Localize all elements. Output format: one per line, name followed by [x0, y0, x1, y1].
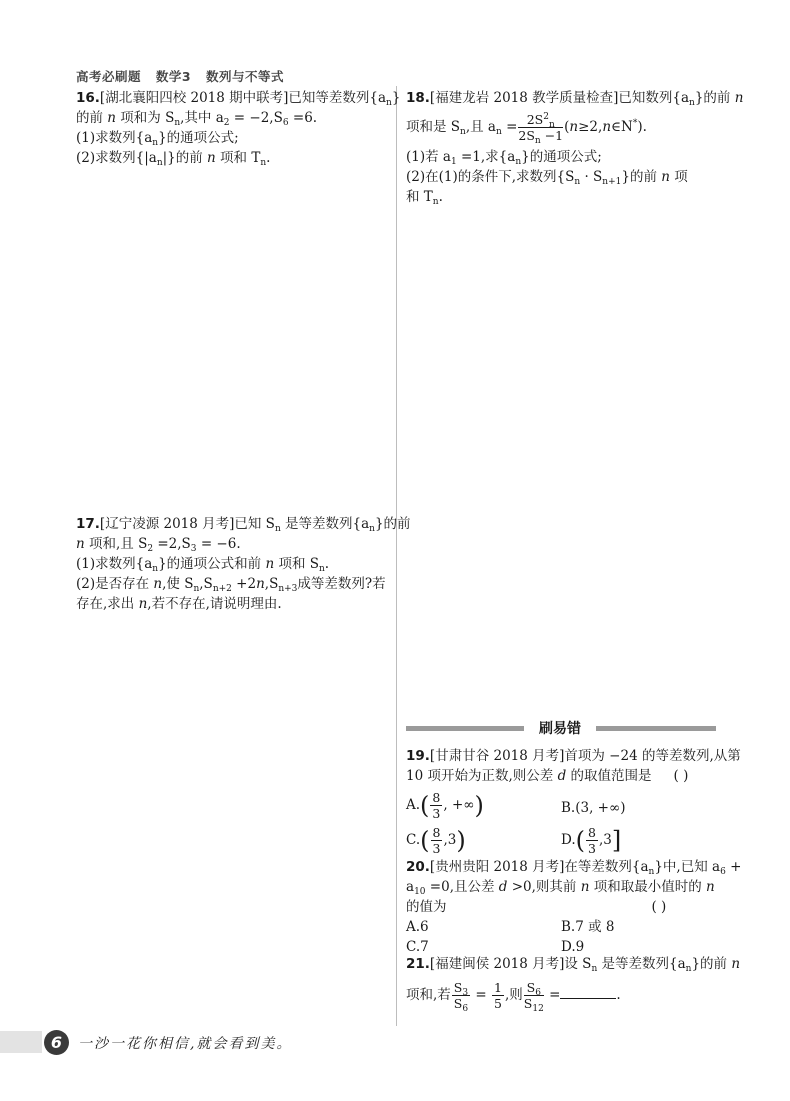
variable: n: [734, 90, 744, 106]
subscript: 2: [147, 544, 154, 554]
question-text: =2,S: [153, 536, 191, 552]
question-text: }的前: [374, 516, 411, 532]
question-text: }: [391, 90, 401, 106]
question-19: [406, 746, 741, 856]
option-b: B.7 或 8: [561, 919, 615, 935]
denominator: 3: [432, 841, 441, 856]
subscript: n: [386, 98, 392, 108]
subscript: n: [648, 867, 655, 877]
question-text: = −6.: [196, 536, 241, 552]
subscript: 2: [223, 118, 230, 128]
sub-question: }的通项公式;: [521, 149, 602, 165]
variable: d: [498, 879, 508, 895]
subscript: n: [156, 158, 163, 168]
question-text: 项和是 S: [406, 119, 461, 135]
sub-question: }的通项公式;: [158, 130, 239, 146]
question-number: 18.: [406, 90, 430, 106]
option-text: B.(3, +∞): [561, 800, 626, 816]
subscript: n: [152, 564, 159, 574]
subscript: n: [685, 964, 692, 974]
footer-slogan: 一沙一花你相信,就会看到美。: [78, 1036, 293, 1052]
answer-paren: ( ): [673, 768, 689, 784]
option-text: ,3: [443, 832, 457, 848]
question-text: 的取值范围是: [566, 768, 652, 784]
option-text: ,3: [598, 832, 612, 848]
sub-question: ,S: [264, 576, 279, 592]
subscript: n: [495, 127, 502, 137]
question-text: [福建龙岩 2018 教学质量检查]已知数列{a: [429, 90, 690, 106]
variable: n: [256, 576, 265, 592]
subscript: 6: [462, 1004, 469, 1014]
denominator: 3: [432, 806, 441, 821]
option-a: [406, 790, 561, 821]
answer-paren: ( ): [651, 899, 667, 915]
numerator: 8: [432, 790, 441, 805]
subscript: n: [152, 138, 159, 148]
subscript: n+1: [602, 177, 622, 187]
sub-question: (2)求数列{|a: [76, 150, 157, 166]
subscript: 12: [532, 1004, 544, 1014]
sub-question: .: [438, 189, 443, 205]
question-text: =: [501, 119, 518, 135]
question-text: 是等差数列{a: [280, 516, 370, 532]
question-text: 是等差数列{a: [597, 956, 686, 972]
sub-question: (1)求数列{a: [76, 556, 153, 572]
subscript: n: [174, 118, 181, 128]
question-text: }中,已知 a: [654, 859, 721, 875]
question-number: 16.: [76, 90, 100, 106]
subscript: n: [548, 120, 555, 130]
subscript: n+2: [212, 584, 232, 594]
sub-question: =1,求{a: [456, 149, 516, 165]
sub-question: · S: [580, 169, 603, 185]
denominator: 2S: [518, 128, 535, 143]
question-text: [辽宁凌源 2018 月考]已知 S: [99, 516, 275, 532]
subscript: n: [689, 98, 695, 108]
page-number: 6: [44, 1030, 69, 1055]
variable: d: [557, 768, 567, 784]
sub-question: (1)求数列{a: [76, 130, 153, 146]
option-a: A.6: [406, 919, 429, 935]
numerator: 8: [432, 825, 441, 840]
paren: (: [420, 791, 430, 820]
question-text: +: [725, 859, 742, 875]
variable: n: [706, 879, 715, 895]
numerator: 8: [588, 825, 596, 840]
numerator: S: [526, 980, 536, 995]
subscript: n: [193, 584, 200, 594]
denominator: −1: [540, 128, 564, 143]
sub-question: (2)在(1)的条件下,求数列{S: [406, 169, 575, 185]
superscript: 2: [543, 111, 549, 122]
question-number: 19.: [406, 748, 430, 764]
question-text: 项和,且 S: [84, 536, 148, 552]
fraction: [492, 980, 504, 1011]
subscript: n+3: [278, 584, 298, 594]
question-text: =6.: [288, 110, 318, 126]
sub-question: ,若不存在,请说明理由.: [147, 596, 282, 612]
paren: ): [456, 826, 466, 855]
subscript: 10: [414, 887, 426, 897]
running-header: [76, 67, 294, 85]
subscript: 1: [450, 157, 457, 167]
numerator: 2S: [526, 112, 544, 127]
subscript: 3: [462, 988, 469, 998]
question-text: [福建闽侯 2018 月考]设 S: [429, 956, 592, 972]
question-text: ∈N: [611, 119, 633, 135]
subscript: n: [515, 157, 522, 167]
question-17: [76, 514, 411, 614]
denominator: 5: [494, 996, 502, 1011]
sub-question: 项: [669, 169, 688, 185]
paren: ): [474, 791, 484, 820]
question-21: [406, 954, 741, 1014]
subscript: 6: [535, 988, 541, 998]
subscript: 3: [190, 544, 197, 554]
subscript: n: [319, 564, 325, 574]
option-text: , +∞: [443, 797, 475, 813]
topic-title: 数列与不等式: [205, 69, 284, 84]
subscript: n: [274, 524, 281, 534]
variable: n: [76, 536, 85, 552]
denominator: S: [453, 996, 463, 1011]
question-text: ,则: [504, 987, 523, 1003]
subscript: n: [432, 197, 439, 207]
sub-question: (1)若 a: [406, 149, 451, 165]
variable: n: [569, 119, 579, 135]
option-label: C.: [406, 832, 421, 848]
question-text: 10 项开始为正数,则公差: [406, 768, 558, 784]
section-title: 刷易错: [539, 721, 581, 737]
question-text: }的前: [694, 90, 735, 106]
option-d: [561, 825, 716, 856]
fraction: [431, 825, 443, 856]
option-d: D.9: [561, 939, 585, 955]
sub-question: (2)是否存在: [76, 576, 154, 592]
question-text: [甘肃甘谷 2018 月考]首项为 −24 的等差数列,从第: [429, 748, 741, 764]
subscript: n: [369, 524, 375, 534]
subscript: n: [260, 158, 267, 168]
sub-question: 和 T: [406, 189, 433, 205]
variable: n: [265, 556, 275, 572]
question-number: 20.: [406, 859, 430, 875]
sub-question: .: [324, 556, 330, 572]
question-text: = −2,S: [229, 110, 283, 126]
fraction: [430, 790, 442, 821]
fraction: [452, 980, 470, 1014]
option-c: C.7: [406, 939, 429, 955]
sub-question: +2: [231, 576, 257, 592]
question-text: ,其中 a: [180, 110, 224, 126]
question-text: =0,且公差: [425, 879, 499, 895]
question-text: }的前: [691, 956, 732, 972]
question-text: =: [544, 987, 561, 1003]
denominator: 3: [588, 841, 596, 856]
sub-question: 项和 S: [274, 556, 319, 572]
question-18: [406, 88, 743, 207]
sub-question: 存在,求出: [76, 596, 139, 612]
paren: (: [420, 826, 430, 855]
variable: n: [661, 169, 670, 185]
options: [406, 917, 741, 957]
question-text: >0,则其前: [507, 879, 581, 895]
subscript: n: [574, 177, 581, 187]
fraction: [586, 825, 598, 856]
variable: n: [580, 879, 590, 895]
question-text: ,且 a: [465, 119, 496, 135]
question-20: [406, 857, 741, 957]
question-number: 21.: [406, 956, 430, 972]
superscript: *: [632, 118, 638, 129]
sub-question: .: [266, 150, 271, 166]
variable: n: [602, 119, 612, 135]
sub-question: 成等差数列?若: [297, 576, 386, 592]
section-header: [406, 718, 716, 738]
fraction: [523, 980, 544, 1014]
question-text: a: [406, 879, 415, 895]
variable: n: [107, 110, 116, 126]
option-label: A.: [406, 797, 421, 813]
question-16: [76, 88, 400, 168]
section-bar-left: [406, 726, 524, 731]
question-number: 17.: [76, 516, 100, 532]
options: [406, 790, 741, 856]
question-text: .: [616, 987, 621, 1003]
subscript: n: [591, 964, 598, 974]
option-label: D.: [561, 832, 576, 848]
paren: ]: [611, 826, 622, 855]
question-text: 项和取最小值时的: [589, 879, 707, 895]
variable: n: [153, 576, 163, 592]
sub-question: ,使 S: [162, 576, 194, 592]
numerator: S: [453, 980, 463, 995]
footer-band: [0, 1031, 42, 1053]
subscript: n: [460, 127, 466, 137]
sub-question: 项和 T: [215, 150, 261, 166]
question-text: =: [471, 987, 492, 1003]
sub-question: }的通项公式和前: [158, 556, 266, 572]
variable: n: [731, 956, 741, 972]
fraction: [518, 111, 564, 146]
subject-title: 数学3: [155, 69, 192, 84]
sub-question: |}的前: [162, 150, 208, 166]
variable: n: [207, 150, 216, 166]
section-bar-right: [596, 726, 716, 731]
question-text: ≥2,: [578, 119, 603, 135]
numerator: 1: [494, 980, 502, 995]
question-text: (: [564, 119, 570, 135]
question-text: [贵州贵阳 2018 月考]在等差数列{a: [429, 859, 649, 875]
answer-blank[interactable]: [560, 986, 616, 999]
question-text: 项和为 S: [116, 110, 175, 126]
question-text: ).: [637, 119, 647, 135]
question-text: [湖北襄阳四校 2018 期中联考]已知等差数列{a: [99, 90, 387, 106]
question-text: 的前: [76, 110, 108, 126]
paren: (: [575, 826, 586, 855]
denominator: S: [523, 996, 533, 1011]
variable: n: [138, 596, 148, 612]
subscript: 6: [282, 118, 289, 128]
question-text: 项和,若: [406, 987, 451, 1003]
option-c: [406, 825, 561, 856]
subscript: 6: [720, 867, 726, 877]
sub-question: ,S: [199, 576, 213, 592]
subscript: n: [534, 136, 541, 146]
book-title: 高考必刷题: [76, 69, 142, 84]
sub-question: }的前: [621, 169, 662, 185]
question-text: 的值为: [406, 899, 447, 915]
option-b: [561, 790, 716, 821]
